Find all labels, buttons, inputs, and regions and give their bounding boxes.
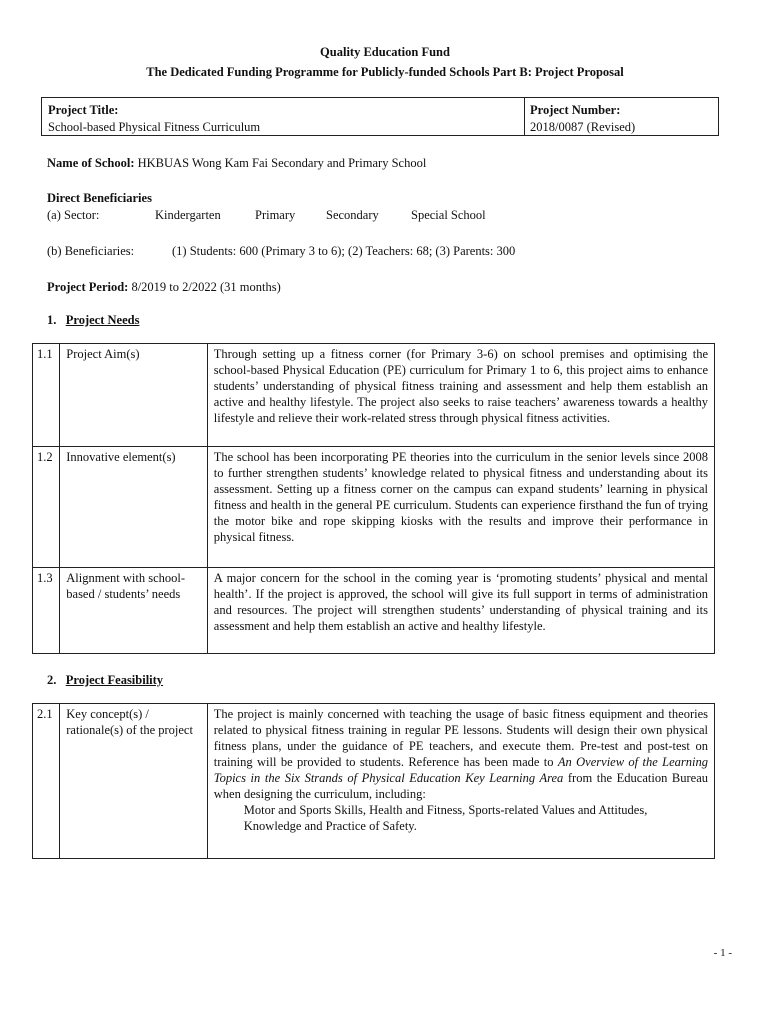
project-period-label: Project Period: [47,280,129,294]
row-item: Project Aim(s) [60,344,208,447]
project-number-value: 2018/0087 (Revised) [530,120,636,134]
row-number: 1.2 [33,447,60,568]
title-box-divider [524,98,525,135]
row-description [207,704,714,859]
page-number: - 1 - [713,947,732,959]
section1-title: Project Needs [65,313,140,327]
row-description: Through setting up a fitness corner (for Primary 3-6) on school premises and optimising the school-based Physical Education (PE) curriculum for Primary 1 to 6, this project aims to enhance students’ understanding of physical fitness training and assessment and help them establish an active and healthy lifestyle. The project also seeks to raise teachers’ awareness towards a healthy lifestyle and relieve their work-related stress through physical fitness activities. [207,344,714,447]
strands-list: Motor and Sports Skills, Health and Fitness, Sports-related Values and Attitudes, Knowledge and Practice of Safety. [243,803,648,833]
table-row [33,344,715,447]
row-number: 1.1 [33,344,60,447]
section1-number: 1. [47,313,57,327]
table-row [33,568,715,654]
sector-kindergarten: Kindergarten [155,208,221,222]
row-item: Alignment with school-based / students’ needs [60,568,208,654]
project-period-value: 8/2019 to 2/2022 (31 months) [131,280,281,294]
direct-beneficiaries-heading: Direct Beneficiaries [47,191,152,205]
description-text: The project is mainly concerned with teaching the usage of basic fitness equipment and theories related to physical fitness training in regular PE lessons. Students will design their own physical fitness plans, under the guidance of PE teachers, and execute them. Pre-test and post-test on training will be provided to students. Reference has been made to [213,707,708,769]
table-row [33,704,715,859]
project-period-line [47,279,281,295]
project-needs-table [32,343,715,654]
document-header-line1: Quality Education Fund [320,45,450,59]
row-item: Key concept(s) / rationale(s) of the project [60,704,208,859]
row-item: Innovative element(s) [60,447,208,568]
row-number: 2.1 [33,704,60,859]
school-name-label: Name of School: [47,156,135,170]
sector-secondary: Secondary [326,208,379,222]
school-name-line [47,155,426,171]
section2-number: 2. [47,673,57,687]
beneficiaries-label: (b) Beneficiaries: [47,244,135,258]
row-number: 1.3 [33,568,60,654]
section2-heading [47,672,163,688]
section2-title: Project Feasibility [65,673,164,687]
sector-label: (a) Sector: [47,208,100,222]
reference-title: An Overview of the Learning Topics in the Six Strands of Physical Education Key Learning Area [213,755,708,785]
document-header-line2: The Dedicated Funding Programme for Publicly-funded Schools Part B: Project Proposal [146,65,624,79]
project-number-label: Project Number: [530,103,621,117]
project-title-box [41,97,719,136]
table-row [33,447,715,568]
project-title-value: School-based Physical Fitness Curriculum [48,120,261,134]
sector-primary: Primary [255,208,296,222]
beneficiaries-value: (1) Students: 600 (Primary 3 to 6); (2) Teachers: 68; (3) Parents: 300 [172,244,516,258]
project-feasibility-table [32,703,715,859]
description-text-cont: from the Education Bureau when designing the curriculum, including: [213,771,708,801]
sector-special-school: Special School [411,208,486,222]
row-description: The school has been incorporating PE theories into the curriculum in the senior levels since 2008 to further strengthen students’ knowledge related to physical fitness and understanding about its assessment. Setting up a fitness corner on the campus can expand students’ learning in physical fitness and health in the general PE curriculum. Students can experience firsthand the fun of trying the motor bike and rope skipping kiosks with the results and improve their performance in physical fitness. [207,447,714,568]
row-description: A major concern for the school in the coming year is ‘promoting students’ physical and mental health’. If the project is approved, the school will give its full support in terms of administration and resources. The project will strengthen students’ understanding of physical training and its assessment and help them establish an active and healthy lifestyle. [207,568,714,654]
project-title-label: Project Title: [48,103,119,117]
section1-heading [47,312,139,328]
school-name-value: HKBUAS Wong Kam Fai Secondary and Primary School [137,156,427,170]
